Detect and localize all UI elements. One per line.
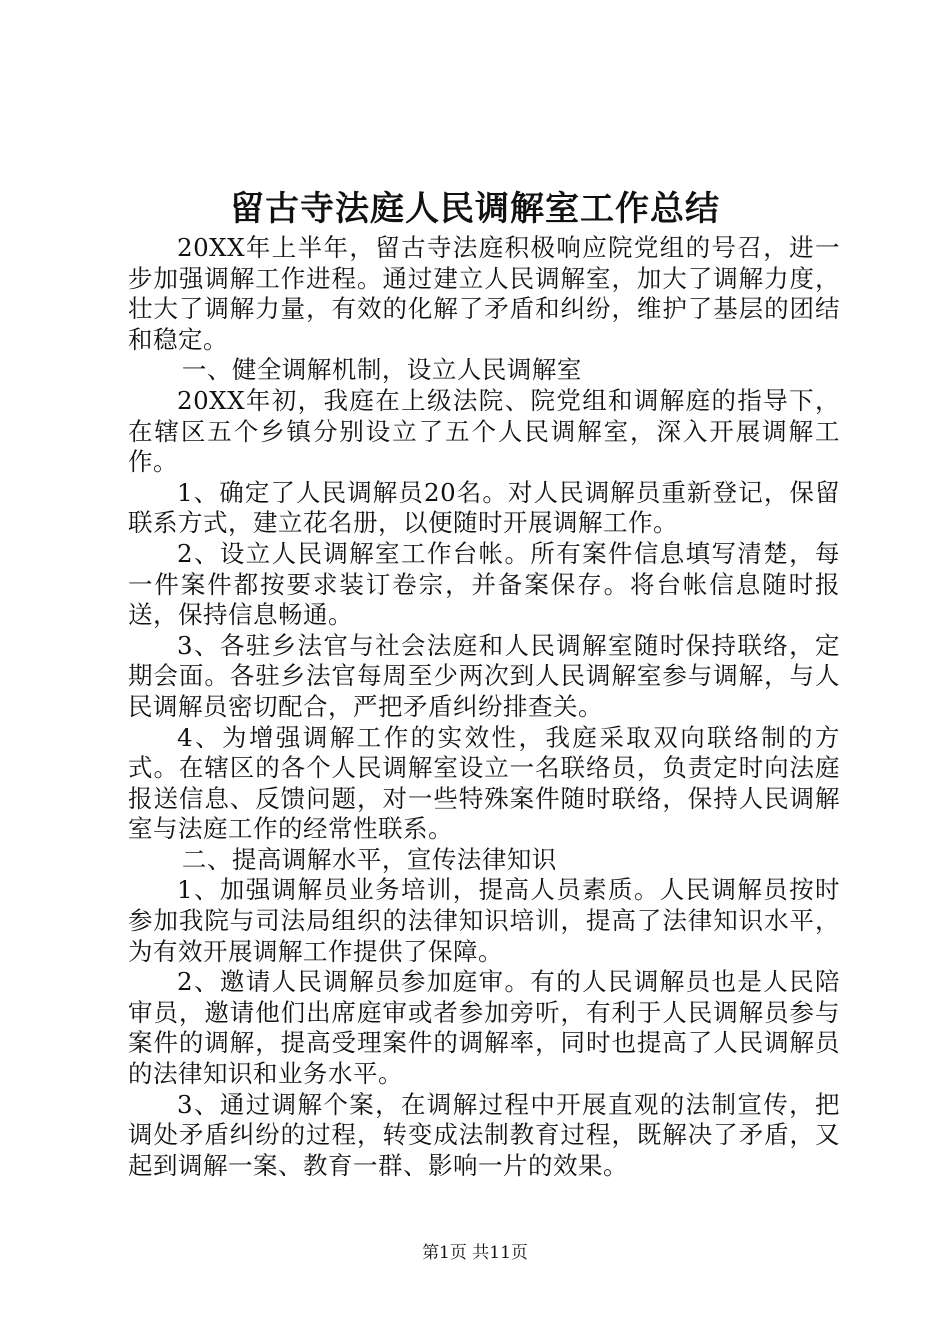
section-heading-2: 二、提高调解水平，宣传法律知识 [181, 844, 557, 874]
document-title: 留古寺法庭人民调解室工作总结 [230, 189, 720, 229]
paragraph-item-1-4: 4、为增强调解工作的实效性，我庭采取双向联络制的方式。在辖区的各个人民调解室设立一名联络员，负责定时向法庭报送信息、反馈问题，对一些特殊案件随时联络，保持人民调解室与法庭工作的经常性联系。 [128, 722, 840, 844]
paragraph-section1-intro: 20XX年初，我庭在上级法院、院党组和调解庭的指导下，在辖区五个乡镇分别设立了五个人民调解室，深入开展调解工作。 [128, 385, 840, 477]
paragraph-item-1-1: 1、确定了人民调解员20名。对人民调解员重新登记，保留联系方式，建立花名册，以便随时开展调解工作。 [128, 477, 840, 538]
paragraph-item-2-3: 3、通过调解个案，在调解过程中开展直观的法制宣传，把调处矛盾纠纷的过程，转变成法制教育过程，既解决了矛盾，又起到调解一案、教育一群、影响一片的效果。 [128, 1089, 840, 1180]
paragraph-item-1-2: 2、设立人民调解室工作台帐。所有案件信息填写清楚，每一件案件都按要求装订卷宗，并备案保存。将台帐信息随时报送，保持信息畅通。 [128, 538, 840, 630]
document-body [128, 233, 840, 1181]
paragraph-intro: 20XX年上半年，留古寺法庭积极响应院党组的号召，进一步加强调解工作进程。通过建立人民调解室，加大了调解力度，壮大了调解力量，有效的化解了矛盾和纠纷，维护了基层的团结和稳定。 [128, 233, 840, 354]
page-number-footer: 第1页 共11页 [422, 1243, 528, 1263]
paragraph-item-2-2: 2、邀请人民调解员参加庭审。有的人民调解员也是人民陪审员，邀请他们出席庭审或者参加旁听，有利于人民调解员参与案件的调解，提高受理案件的调解率，同时也提高了人民调解员的法律知识和业务水平。 [128, 967, 840, 1089]
paragraph-item-1-3: 3、各驻乡法官与社会法庭和人民调解室随时保持联络，定期会面。各驻乡法官每周至少两次到人民调解室参与调解，与人民调解员密切配合，严把矛盾纠纷排查关。 [128, 630, 840, 721]
section-heading-1: 一、健全调解机制，设立人民调解室 [181, 355, 582, 385]
paragraph-item-2-1: 1、加强调解员业务培训，提高人员素质。人民调解员按时参加我院与司法局组织的法律知识培训，提高了法律知识水平，为有效开展调解工作提供了保障。 [128, 875, 840, 966]
